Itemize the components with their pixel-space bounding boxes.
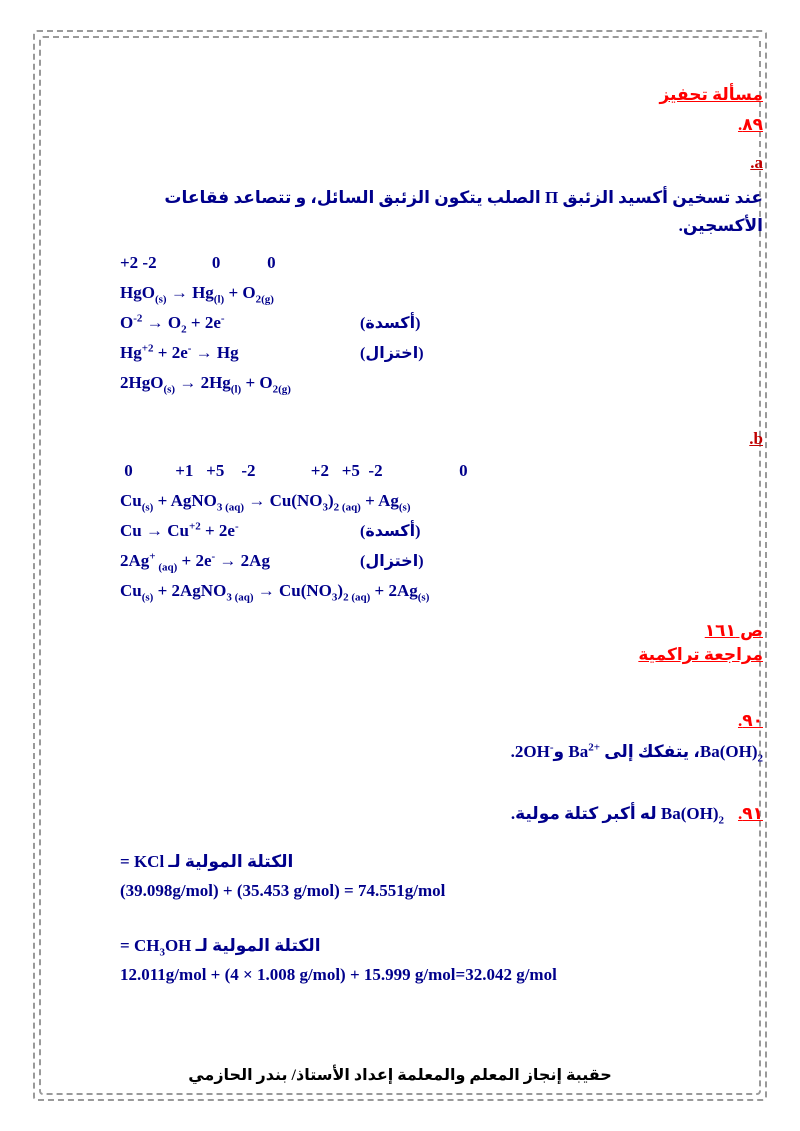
answer-91-text: $Ba(OH)_2$ له أكبر كتلة مولية. [510, 804, 724, 827]
molar-mass-kcl-label: الكتلة المولية لـ KCl = [120, 852, 294, 871]
molar-mass-ch3oh-calculation: 12.011g/mol + (4 × 1.008 g/mol) + 15.999 g/mol=32.042 g/mol [120, 965, 557, 984]
equation-reduction-half-a: $Hg^{+2} + 2e^- \to Hg$ [120, 342, 239, 362]
label-reduction-a: (اختزال) [360, 345, 424, 362]
document-content [120, 84, 763, 990]
molar-mass-kcl-calculation: (39.098g/mol) + (35.453 g/mol) = 74.551g/mol [120, 881, 446, 900]
answer-90-text: $Ba(OH)_2،$ يتفكك إلى $Ba^{2+}$ و2OH-. [510, 741, 763, 765]
question-91-row [120, 800, 763, 828]
document-footer: حقيبة إنجاز المعلم والمعلمة إعداد الأستاذ/ بندر الحازمي [188, 1067, 612, 1084]
equation-hgo-balanced: $2HgO_{(s)} \to 2Hg_{(l)} + O_{2(g)}$ [120, 373, 291, 396]
oxidation-numbers-line-a: +2 -2 0 0 [120, 253, 276, 272]
heading-page-161: ص ١٦١ [704, 621, 763, 640]
part-a-intro-line1: عند تسخين أكسيد الزئبق Π الصلب يتكون الزئبق السائل، و تتصاعد فقاعات [164, 188, 763, 207]
heading-question-89: ٨٩. [737, 115, 763, 134]
equation-row-reduction-b [120, 546, 763, 576]
equation-oxidation-half-b: $Cu \to Cu^{+2} + 2e^-$ [120, 520, 239, 540]
part-a-intro-line2: الأكسجين. [678, 216, 763, 235]
equation-reduction-half-b: 2Ag+ $_{(aq)}$ + 2e- → 2Ag [120, 550, 270, 574]
equation-row-oxidation-b [120, 516, 763, 546]
equation-oxidation-half-a: $O^{-2} \to O_2 + 2e^-$ [120, 312, 225, 336]
equation-row-oxidation-a [120, 308, 763, 338]
oxidation-numbers-line-b: 0 +1 +5 -2 +2 +5 -2 0 [120, 461, 468, 480]
label-reduction-b: (اختزال) [360, 553, 424, 570]
equation-cu-agno3-balanced: $Cu_{(s)}$ + 2AgNO$_{3 (aq)}$ → $Cu(NO_3)_{2 (aq)} + 2Ag_{(s)}$ [120, 581, 430, 604]
equation-row-reduction-a [120, 338, 763, 368]
equation-cu-agno3: $Cu_{(s)}$ + AgNO$_{3 (aq)}$ → $Cu(NO_3)_{2 (aq)} + Ag_{(s)}$ [120, 491, 411, 514]
heading-part-a: a. [750, 153, 763, 172]
equation-hgo-decomposition: $HgO_{(s)} \to Hg_{(l)} + O_{2(g)}$ [120, 283, 274, 306]
heading-cumulative-review: مراجعة تراكمية [638, 645, 763, 664]
molar-mass-ch3oh-label: الكتلة المولية لـ $CH_3OH$ = [120, 936, 321, 959]
label-oxidation-b: (أكسدة) [360, 523, 421, 540]
heading-question-90: ٩٠. [737, 711, 763, 730]
heading-question-91: ٩١. [737, 804, 763, 823]
heading-challenge-problem: مسألة تحفيز [659, 85, 763, 104]
label-oxidation-a: (أكسدة) [360, 315, 421, 332]
heading-part-b: b. [749, 429, 763, 448]
